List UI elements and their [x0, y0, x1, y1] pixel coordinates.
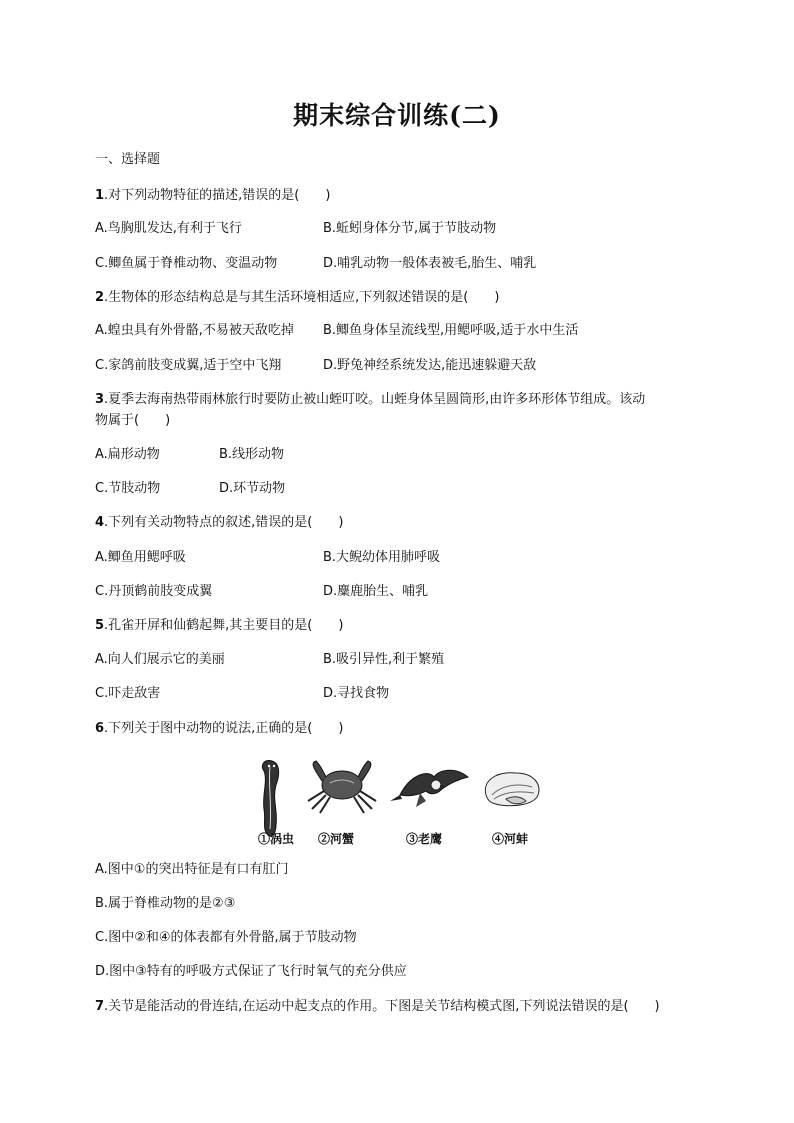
option-a[interactable]: A.鲫鱼用鳃呼吸: [95, 550, 186, 565]
option-d[interactable]: D.野兔神经系统发达,能迅速躲避天敌: [323, 358, 537, 373]
question-4: [95, 515, 343, 531]
question-text: .夏季去海南热带雨林旅行时要防止被山蛭叮咬。山蛭身体呈圆筒形,由许多环形体节组成。该动: [104, 392, 646, 407]
question-text: .生物体的形态结构总是与其生活环境相适应,下列叙述错误的是( ): [104, 290, 500, 305]
question-number: 6: [95, 721, 105, 736]
figure-label-flatworm: ①涡虫: [258, 832, 295, 846]
question-number: 3: [95, 392, 105, 407]
question-text: .下列关于图中动物的说法,正确的是( ): [104, 721, 344, 736]
figure-label-mussel: ④河蚌: [492, 832, 529, 846]
option-b[interactable]: B.吸引异性,利于繁殖: [323, 652, 445, 667]
question-number: 4: [95, 515, 105, 530]
question-text: .下列有关动物特点的叙述,错误的是( ): [104, 515, 344, 530]
question-number: 1: [95, 188, 105, 203]
question-number: 7: [95, 999, 105, 1014]
question-6: [95, 721, 343, 737]
option-a[interactable]: A.扁形动物: [95, 447, 160, 462]
question-1: [95, 188, 330, 204]
option-d[interactable]: D.寻找食物: [323, 686, 390, 701]
option-d[interactable]: D.哺乳动物一般体表被毛,胎生、哺乳: [323, 256, 537, 271]
question-text: .孔雀开屏和仙鹤起舞,其主要目的是( ): [104, 618, 344, 633]
eagle-image: [390, 770, 468, 807]
option-c[interactable]: C.节肢动物: [95, 481, 161, 496]
question-5: [95, 618, 343, 634]
question-2: [95, 290, 499, 306]
option-b[interactable]: B.蚯蚓身体分节,属于节肢动物: [323, 221, 497, 236]
question-number: 2: [95, 290, 105, 305]
figure-label-crab: ②河蟹: [318, 832, 355, 846]
question-number: 5: [95, 618, 105, 633]
option-c[interactable]: C.吓走敌害: [95, 686, 161, 701]
option-b[interactable]: B.线形动物: [219, 447, 285, 462]
question-text: .对下列动物特征的描述,错误的是( ): [104, 188, 331, 203]
option-b[interactable]: B.属于脊椎动物的是②③: [95, 896, 236, 911]
option-d[interactable]: D.图中③特有的呼吸方式保证了飞行时氧气的充分供应: [95, 964, 407, 979]
option-c[interactable]: C.丹顶鹤前肢变成翼: [95, 584, 213, 599]
option-d[interactable]: D.麋鹿胎生、哺乳: [323, 584, 429, 599]
crab-image: [308, 761, 376, 813]
mussel-image: [485, 773, 539, 806]
option-c[interactable]: C.鲫鱼属于脊椎动物、变温动物: [95, 256, 278, 271]
option-a[interactable]: A.鸟胸肌发达,有利于飞行: [95, 221, 242, 236]
page-title: 期末综合训练(二): [293, 101, 501, 130]
option-a[interactable]: A.蝗虫具有外骨骼,不易被天敌吃掉: [95, 323, 294, 338]
option-a[interactable]: A.向人们展示它的美丽: [95, 652, 225, 667]
question-7: [95, 999, 660, 1015]
option-d[interactable]: D.环节动物: [219, 481, 286, 496]
option-a[interactable]: A.图中①的突出特征是有口有肛门: [95, 862, 289, 877]
question-text: .关节是能活动的骨连结,在运动中起支点的作用。下图是关节结构模式图,下列说法错误的是( ): [104, 999, 660, 1014]
option-c[interactable]: C.家鸽前肢变成翼,适于空中飞翔: [95, 358, 282, 373]
section-heading: 一、选择题: [95, 152, 161, 167]
option-b[interactable]: B.大鲵幼体用肺呼吸: [323, 550, 441, 565]
option-b[interactable]: B.鲫鱼身体呈流线型,用鳃呼吸,适于水中生活: [323, 323, 579, 338]
question-3: [95, 392, 645, 408]
option-c[interactable]: C.图中②和④的体表都有外骨骼,属于节肢动物: [95, 930, 357, 945]
question-3-continued: 物属于( ): [95, 413, 171, 428]
figure-label-eagle: ③老鹰: [406, 832, 443, 846]
flatworm-image: [262, 761, 278, 837]
